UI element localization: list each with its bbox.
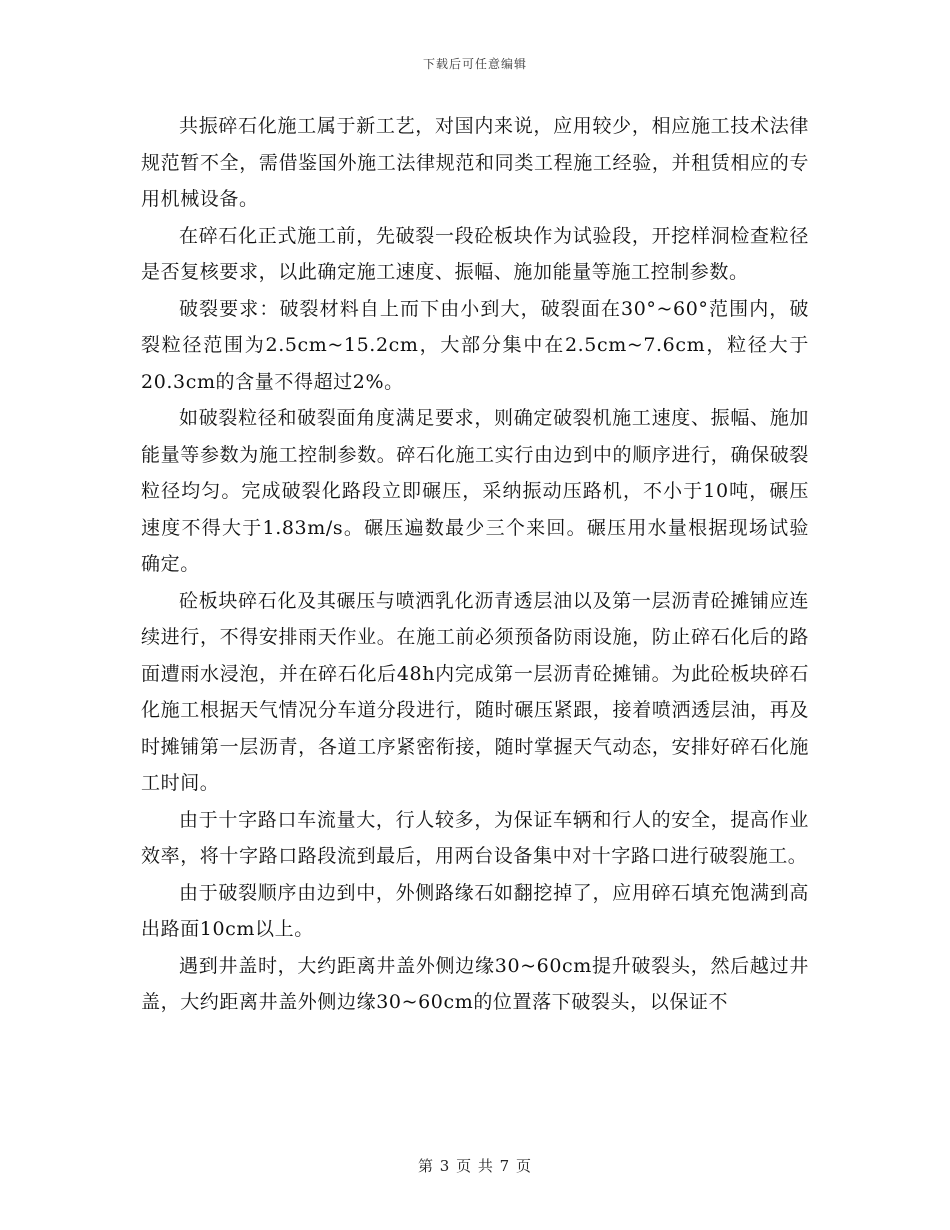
paragraph-manhole-cover: 遇到井盖时，大约距离井盖外侧边缘30~60cm提升破裂头，然后越过井盖，大约距离井盖外侧边缘30~60cm的位置落下破裂头，以保证不	[141, 954, 809, 1013]
paragraph-rolling-parameters: 如破裂粒径和破裂面角度满足要求，则确定破裂机施工速度、振幅、施加能量等参数为施工控制参数。碎石化施工实行由边到中的顺序进行，确保破裂粒径均匀。完成破裂化路段立即碾压，采纳振动压路机，不小于10吨，碾压速度不得大于1.83m/s。碾压遍数最少三个来回。碾压用水量根据现场试验确定。	[141, 407, 809, 575]
paragraph-fracture-requirements: 破裂要求：破裂材料自上而下由小到大，破裂面在30°~60°范围内，破裂粒径范围为2.5cm~15.2cm，大部分集中在2.5cm~7.6cm，粒径大于20.3cm的含量不得超过2%。	[141, 297, 809, 393]
paragraph-continuous-operation: 砼板块碎石化及其碾压与喷洒乳化沥青透层油以及第一层沥青砼摊铺应连续进行，不得安排雨天作业。在施工前必须预备防雨设施，防止碎石化后的路面遭雨水浸泡，并在碎石化后48h内完成第一层沥青砼摊铺。为此砼板块碎石化施工根据天气情况分车道分段进行，随时碾压紧跟，接着喷洒透层油，再及时摊铺第一层沥青，各道工序紧密衔接，随时掌握天气动态，安排好碎石化施工时间。	[141, 589, 809, 794]
paragraph-trial-section: 在碎石化正式施工前，先破裂一段砼板块作为试验段，开挖样洞检查粒径是否复核要求，以此确定施工速度、振幅、施加能量等施工控制参数。	[141, 224, 809, 283]
paragraph-intersection: 由于十字路口车流量大，行人较多，为保证车辆和行人的安全，提高作业效率，将十字路口路段流到最后，用两台设备集中对十字路口进行破裂施工。	[141, 808, 809, 867]
paragraph-curb-stone: 由于破裂顺序由边到中，外侧路缘石如翻挖掉了，应用碎石填充饱满到高出路面10cm以上。	[141, 881, 809, 940]
paragraph-intro: 共振碎石化施工属于新工艺，对国内来说，应用较少，相应施工技术法律规范暂不全，需借鉴国外施工法律规范和同类工程施工经验，并租赁相应的专用机械设备。	[141, 115, 809, 210]
page-number-indicator: 第 3 页 共 7 页	[418, 1157, 532, 1175]
document-body	[141, 108, 809, 1021]
page-header-note: 下载后可任意编辑	[422, 57, 527, 71]
